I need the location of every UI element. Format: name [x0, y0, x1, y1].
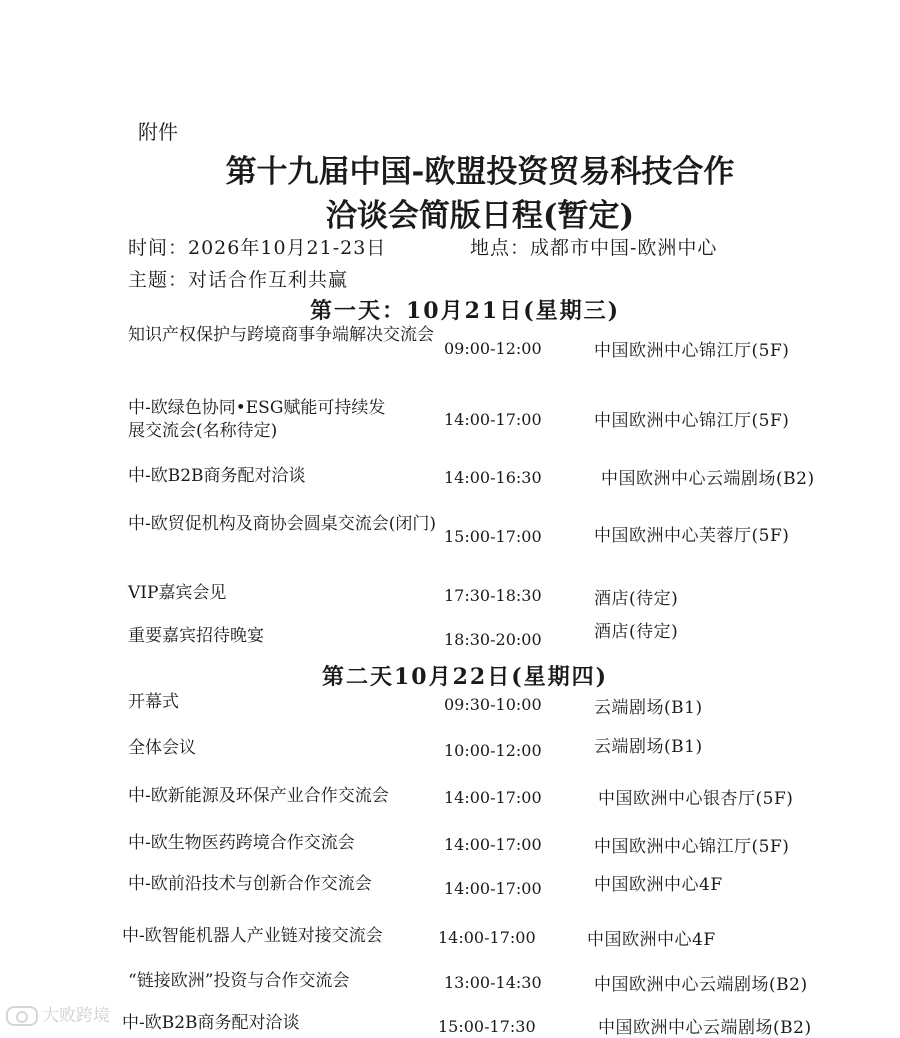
event-name: 知识产权保护与跨境商事争端解决交流会: [128, 325, 434, 345]
event-time-slot: 15:00-17:00: [444, 527, 542, 546]
event-time-slot: 09:00-12:00: [444, 339, 542, 358]
event-location: 地点：成都市中国-欧洲中心: [470, 237, 718, 259]
event-venue: 中国欧洲中心锦江厅(5F): [594, 837, 790, 857]
event-venue: 酒店(待定): [594, 622, 679, 642]
event-time-slot: 14:00-17:00: [444, 835, 542, 854]
event-name: 中-欧新能源及环保产业合作交流会: [128, 786, 389, 806]
event-time-slot: 18:30-20:00: [444, 630, 542, 649]
event-name: 全体会议: [128, 738, 196, 758]
event-name: VIP嘉宾会见: [128, 583, 227, 603]
event-name: 中-欧智能机器人产业链对接交流会: [122, 926, 383, 946]
watermark-logo-icon: [6, 1006, 38, 1026]
event-time: 时间：2026年10月21-23日: [128, 237, 387, 259]
event-time-slot: 15:00-17:30: [438, 1017, 536, 1036]
event-name: 中-欧生物医药跨境合作交流会: [128, 833, 355, 853]
event-time-slot: 09:30-10:00: [444, 695, 542, 714]
event-time-slot: 17:30-18:30: [444, 586, 542, 605]
event-venue: 中国欧洲中心锦江厅(5F): [594, 341, 790, 361]
event-venue: 中国欧洲中心4F: [587, 930, 716, 950]
event-name: 开幕式: [128, 692, 179, 712]
event-venue: 酒店(待定): [594, 589, 679, 609]
event-venue: 云端剧场(B1): [594, 698, 703, 718]
event-time-slot: 14:00-17:00: [444, 410, 542, 429]
day1-heading: 第一天：10月21日(星期三): [310, 298, 621, 324]
event-venue: 中国欧洲中心云端剧场(B2): [601, 469, 815, 489]
event-name: 重要嘉宾招待晚宴: [128, 626, 264, 646]
event-venue: 中国欧洲中心锦江厅(5F): [594, 411, 790, 431]
event-time-slot: 10:00-12:00: [444, 741, 542, 760]
attachment-label: 附件: [138, 120, 178, 144]
event-venue: 云端剧场(B1): [594, 737, 703, 757]
event-time-slot: 14:00-17:00: [444, 788, 542, 807]
document-title-line2: 洽谈会简版日程(暂定): [325, 198, 635, 234]
event-time-slot: 14:00-17:00: [438, 928, 536, 947]
day2-heading: 第二天10月22日(星期四): [322, 664, 609, 690]
watermark-text: 大败跨境: [42, 1006, 110, 1026]
event-venue: 中国欧洲中心4F: [594, 875, 723, 895]
event-name: “链接欧洲”投资与合作交流会: [128, 971, 350, 991]
event-name: 中-欧绿色协同•ESG赋能可持续发展交流会(名称待定): [128, 398, 386, 441]
event-venue: 中国欧洲中心银杏厅(5F): [598, 789, 794, 809]
event-name: 中-欧贸促机构及商协会圆桌交流会(闭门): [128, 514, 437, 534]
event-venue: 中国欧洲中心云端剧场(B2): [598, 1018, 812, 1038]
event-venue: 中国欧洲中心云端剧场(B2): [594, 975, 808, 995]
document-title-line1: 第十九届中国-欧盟投资贸易科技合作: [225, 154, 735, 190]
event-name: 中-欧前沿技术与创新合作交流会: [128, 874, 372, 894]
event-theme: 主题：对话合作互利共赢: [128, 269, 349, 291]
watermark: [6, 1001, 110, 1026]
event-name: 中-欧B2B商务配对洽谈: [122, 1013, 300, 1033]
event-time-slot: 14:00-17:00: [444, 879, 542, 898]
event-name: 中-欧B2B商务配对洽谈: [128, 466, 306, 486]
event-venue: 中国欧洲中心芙蓉厅(5F): [594, 526, 790, 546]
event-time-slot: 14:00-16:30: [444, 468, 542, 487]
event-time-slot: 13:00-14:30: [444, 973, 542, 992]
